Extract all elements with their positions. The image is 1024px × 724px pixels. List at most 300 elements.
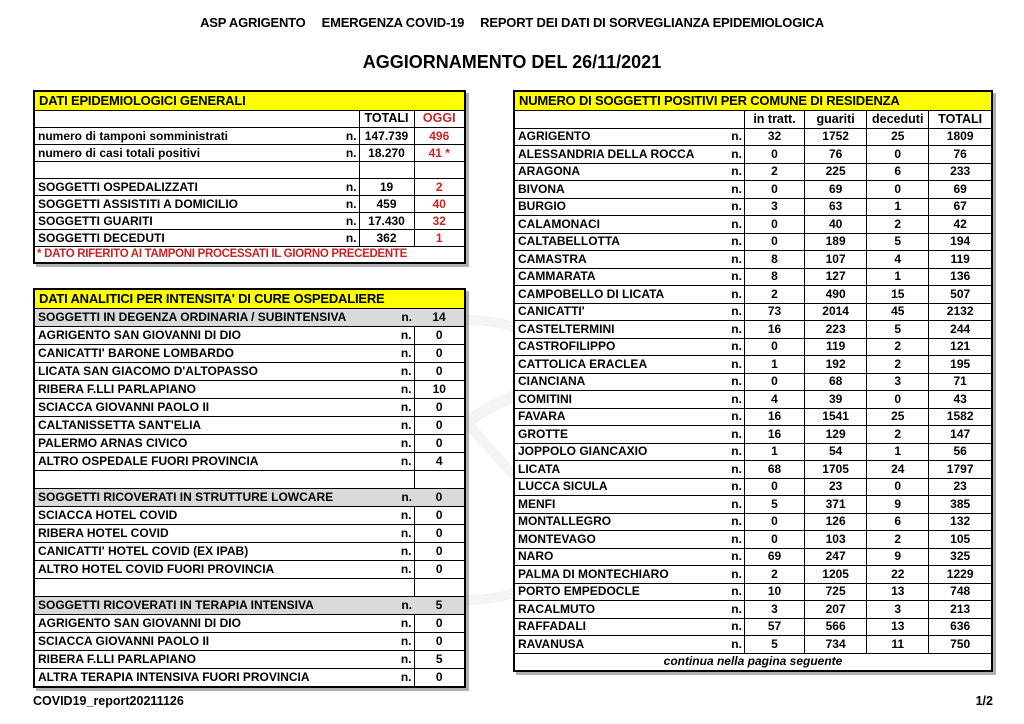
- n-prefix: n.: [329, 128, 359, 145]
- row-value: 5: [414, 651, 465, 669]
- table-row: [514, 566, 992, 584]
- table-row: [34, 363, 465, 381]
- row-label: SOGGETTI ASSISTITI A DOMICILIO: [34, 196, 329, 213]
- n-prefix: n.: [379, 597, 414, 615]
- totali-value: 748: [929, 583, 992, 601]
- n-prefix: n.: [379, 543, 414, 561]
- guariti-value: 225: [805, 163, 867, 181]
- table-row: [514, 286, 992, 304]
- totali-value: 69: [929, 181, 992, 199]
- in-tratt-value: 16: [744, 426, 804, 444]
- comune-label: CAMMARATA: [514, 268, 718, 286]
- deceduti-value: 6: [867, 163, 929, 181]
- deceduti-value: 5: [867, 321, 929, 339]
- n-prefix: n.: [718, 373, 744, 391]
- deceduti-value: 25: [867, 128, 929, 146]
- n-prefix: n.: [718, 618, 744, 636]
- n-prefix: n.: [718, 443, 744, 461]
- oggi-value: 496: [414, 128, 465, 145]
- deceduti-value: 9: [867, 548, 929, 566]
- row-label: SOGGETTI GUARITI: [34, 213, 329, 230]
- in-tratt-value: 0: [744, 373, 804, 391]
- table-row: [514, 373, 992, 391]
- totali-value: 147.739: [359, 128, 414, 145]
- table-row: [514, 408, 992, 426]
- n-prefix: n.: [718, 566, 744, 584]
- deceduti-value: 25: [867, 408, 929, 426]
- n-prefix: n.: [718, 478, 744, 496]
- table-row: [34, 196, 465, 213]
- row-label: SCIACCA GIOVANNI PAOLO II: [34, 633, 379, 651]
- header-emergency: EMERGENZA COVID-19: [321, 15, 465, 30]
- n-prefix: n.: [718, 338, 744, 356]
- table-row: [34, 615, 465, 633]
- n-prefix: n.: [718, 251, 744, 269]
- row-value: 4: [414, 453, 465, 471]
- table-row: [514, 478, 992, 496]
- table-row: [34, 230, 465, 247]
- totali-value: 636: [929, 618, 992, 636]
- comune-label: RAVANUSA: [514, 636, 718, 654]
- table-row: [34, 213, 465, 230]
- left-column: [33, 90, 464, 688]
- totali-value: 71: [929, 373, 992, 391]
- guariti-value: 76: [805, 146, 867, 164]
- comune-label: PORTO EMPEDOCLE: [514, 583, 718, 601]
- totali-value: 42: [929, 216, 992, 234]
- table-row: [514, 601, 992, 619]
- guariti-value: 566: [805, 618, 867, 636]
- comune-label: CANICATTI': [514, 303, 718, 321]
- in-tratt-value: 32: [744, 128, 804, 146]
- in-tratt-value: 10: [744, 583, 804, 601]
- guariti-value: 68: [805, 373, 867, 391]
- continua-row: [514, 653, 992, 671]
- guariti-value: 734: [805, 636, 867, 654]
- in-tratt-value: 0: [744, 146, 804, 164]
- totali-value: 147: [929, 426, 992, 444]
- in-tratt-value: 0: [744, 478, 804, 496]
- comune-label: ALESSANDRIA DELLA ROCCA: [514, 146, 718, 164]
- n-prefix: n.: [718, 128, 744, 146]
- in-tratt-value: 3: [744, 198, 804, 216]
- totali-value: 325: [929, 548, 992, 566]
- totali-value: 19: [359, 179, 414, 196]
- guariti-value: 1205: [805, 566, 867, 584]
- comune-label: LICATA: [514, 461, 718, 479]
- n-prefix: n.: [718, 286, 744, 304]
- totali-value: 1797: [929, 461, 992, 479]
- row-value: 0: [414, 615, 465, 633]
- n-prefix: n.: [379, 525, 414, 543]
- totali-value: 18.270: [359, 145, 414, 162]
- totali-value: 2132: [929, 303, 992, 321]
- table-row: [514, 618, 992, 636]
- n-prefix: n.: [718, 303, 744, 321]
- table-row: [514, 216, 992, 234]
- n-prefix: n.: [718, 216, 744, 234]
- guariti-value: 371: [805, 496, 867, 514]
- n-prefix: n.: [718, 408, 744, 426]
- footnote-row: [34, 247, 465, 264]
- comune-label: COMITINI: [514, 391, 718, 409]
- table-row: [34, 579, 465, 597]
- header-report-title: REPORT DEI DATI DI SORVEGLIANZA EPIDEMIOLOGICA: [480, 15, 824, 30]
- table-row: [34, 651, 465, 669]
- deceduti-value: 0: [867, 391, 929, 409]
- row-label: [34, 471, 379, 489]
- guariti-value: 207: [805, 601, 867, 619]
- deceduti-value: 13: [867, 618, 929, 636]
- n-prefix: n.: [718, 233, 744, 251]
- comune-label: CATTOLICA ERACLEA: [514, 356, 718, 374]
- in-tratt-value: 4: [744, 391, 804, 409]
- row-value: 0: [414, 561, 465, 579]
- comune-label: CALAMONACI: [514, 216, 718, 234]
- totali-value: 121: [929, 338, 992, 356]
- table-row: [514, 146, 992, 164]
- comuni-table-title: NUMERO DI SOGGETTI POSITIVI PER COMUNE DI RESIDENZA: [514, 91, 992, 111]
- guariti-value: 1541: [805, 408, 867, 426]
- totali-value: 1582: [929, 408, 992, 426]
- table-row: [514, 198, 992, 216]
- deceduti-value: 3: [867, 373, 929, 391]
- table-row: [514, 426, 992, 444]
- deceduti-value: 0: [867, 146, 929, 164]
- general-table-footnote: * DATO RIFERITO AI TAMPONI PROCESSATI IL GIORNO PRECEDENTE: [34, 247, 465, 264]
- deceduti-value: 45: [867, 303, 929, 321]
- comune-label: FAVARA: [514, 408, 718, 426]
- row-label: SOGGETTI OSPEDALIZZATI: [34, 179, 329, 196]
- n-prefix: n.: [379, 489, 414, 507]
- guariti-value: 69: [805, 181, 867, 199]
- in-tratt-value: 2: [744, 566, 804, 584]
- guariti-value: 1705: [805, 461, 867, 479]
- in-tratt-value: 0: [744, 531, 804, 549]
- deceduti-value: 3: [867, 601, 929, 619]
- row-value: 0: [414, 435, 465, 453]
- row-value: 0: [414, 399, 465, 417]
- row-label: SCIACCA HOTEL COVID: [34, 507, 379, 525]
- header-oggi: OGGI: [414, 111, 465, 128]
- table-row: [34, 597, 465, 615]
- n-prefix: n.: [718, 461, 744, 479]
- n-prefix: n.: [379, 669, 414, 688]
- report-header: [0, 15, 1024, 30]
- deceduti-value: 13: [867, 583, 929, 601]
- n-prefix: n.: [718, 163, 744, 181]
- guariti-value: 129: [805, 426, 867, 444]
- table-row: [514, 496, 992, 514]
- table-row: [34, 633, 465, 651]
- table-row: [34, 327, 465, 345]
- guariti-value: 63: [805, 198, 867, 216]
- row-label: [34, 162, 329, 179]
- n-prefix: [329, 162, 359, 179]
- table-header-row: [514, 111, 992, 129]
- comune-label: CAMPOBELLO DI LICATA: [514, 286, 718, 304]
- deceduti-value: 0: [867, 478, 929, 496]
- deceduti-value: 24: [867, 461, 929, 479]
- row-value: [414, 579, 465, 597]
- row-value: 0: [414, 345, 465, 363]
- table-row: [34, 453, 465, 471]
- totali-value: 105: [929, 531, 992, 549]
- header-blank-cell: [514, 111, 744, 129]
- row-label: ALTRO OSPEDALE FUORI PROVINCIA: [34, 453, 379, 471]
- n-prefix: n.: [718, 548, 744, 566]
- totali-value: 1809: [929, 128, 992, 146]
- n-prefix: n.: [379, 651, 414, 669]
- row-label: SOGGETTI IN DEGENZA ORDINARIA / SUBINTENSIVA: [34, 309, 379, 327]
- totali-value: 362: [359, 230, 414, 247]
- hospital-table-body: [34, 309, 465, 688]
- comune-label: AGRIGENTO: [514, 128, 718, 146]
- comune-label: CASTROFILIPPO: [514, 338, 718, 356]
- deceduti-value: 6: [867, 513, 929, 531]
- in-tratt-value: 0: [744, 181, 804, 199]
- comune-label: CASTELTERMINI: [514, 321, 718, 339]
- in-tratt-value: 5: [744, 636, 804, 654]
- row-value: 0: [414, 363, 465, 381]
- comune-label: GROTTE: [514, 426, 718, 444]
- table-row: [514, 443, 992, 461]
- n-prefix: n.: [718, 198, 744, 216]
- report-update-title: AGGIORNAMENTO DEL 26/11/2021: [362, 52, 662, 72]
- row-label: ALTRO HOTEL COVID FUORI PROVINCIA: [34, 561, 379, 579]
- table-title-row: [34, 91, 465, 111]
- comune-label: CALTABELLOTTA: [514, 233, 718, 251]
- n-prefix: n.: [379, 381, 414, 399]
- header-totali: TOTALI: [929, 111, 992, 129]
- comune-label: RACALMUTO: [514, 601, 718, 619]
- oggi-value: 1: [414, 230, 465, 247]
- n-prefix: n.: [718, 268, 744, 286]
- table-row: [514, 303, 992, 321]
- general-table-title: DATI EPIDEMIOLOGICI GENERALI: [34, 91, 465, 111]
- n-prefix: n.: [718, 513, 744, 531]
- comune-label: ARAGONA: [514, 163, 718, 181]
- page-footer: [33, 694, 993, 708]
- header-in-tratt: in tratt.: [744, 111, 804, 129]
- deceduti-value: 1: [867, 268, 929, 286]
- n-prefix: n.: [379, 507, 414, 525]
- totali-value: 43: [929, 391, 992, 409]
- header-deceduti: deceduti: [867, 111, 929, 129]
- table-row: [514, 461, 992, 479]
- table-row: [34, 179, 465, 196]
- deceduti-value: 22: [867, 566, 929, 584]
- guariti-value: 725: [805, 583, 867, 601]
- row-label: CANICATTI' BARONE LOMBARDO: [34, 345, 379, 363]
- table-row: [514, 181, 992, 199]
- row-value: 0: [414, 525, 465, 543]
- in-tratt-value: 5: [744, 496, 804, 514]
- table-row: [514, 163, 992, 181]
- deceduti-value: 15: [867, 286, 929, 304]
- row-label: RIBERA HOTEL COVID: [34, 525, 379, 543]
- totali-value: 56: [929, 443, 992, 461]
- comune-label: CIANCIANA: [514, 373, 718, 391]
- table-row: [514, 513, 992, 531]
- in-tratt-value: 0: [744, 338, 804, 356]
- document-name: COVID19_report20211126: [33, 694, 184, 708]
- table-row: [514, 251, 992, 269]
- totali-value: 213: [929, 601, 992, 619]
- table-row: [34, 435, 465, 453]
- table-row: [514, 233, 992, 251]
- table-row: [514, 268, 992, 286]
- comune-label: NARO: [514, 548, 718, 566]
- totali-value: 17.430: [359, 213, 414, 230]
- n-prefix: n.: [379, 633, 414, 651]
- table-row: [34, 543, 465, 561]
- deceduti-value: 2: [867, 426, 929, 444]
- comuni-table-body: [514, 128, 992, 653]
- in-tratt-value: 57: [744, 618, 804, 636]
- row-label: SOGGETTI RICOVERATI IN STRUTTURE LOWCARE: [34, 489, 379, 507]
- n-prefix: n.: [379, 309, 414, 327]
- guariti-value: 54: [805, 443, 867, 461]
- guariti-value: 490: [805, 286, 867, 304]
- totali-value: 67: [929, 198, 992, 216]
- in-tratt-value: 8: [744, 251, 804, 269]
- table-row: [34, 561, 465, 579]
- n-prefix: n.: [718, 181, 744, 199]
- n-prefix: n.: [329, 213, 359, 230]
- table-row: [514, 128, 992, 146]
- n-prefix: n.: [718, 601, 744, 619]
- guariti-value: 192: [805, 356, 867, 374]
- comune-label: CAMASTRA: [514, 251, 718, 269]
- n-prefix: n.: [379, 345, 414, 363]
- n-prefix: n.: [718, 636, 744, 654]
- totali-value: 750: [929, 636, 992, 654]
- guariti-value: 2014: [805, 303, 867, 321]
- table-row: [514, 636, 992, 654]
- comune-label: MONTEVAGO: [514, 531, 718, 549]
- deceduti-value: 1: [867, 198, 929, 216]
- row-label: SOGGETTI RICOVERATI IN TERAPIA INTENSIVA: [34, 597, 379, 615]
- guariti-value: 126: [805, 513, 867, 531]
- n-prefix: n.: [329, 196, 359, 213]
- totali-value: 119: [929, 251, 992, 269]
- totali-value: 195: [929, 356, 992, 374]
- in-tratt-value: 0: [744, 233, 804, 251]
- header-org: ASP AGRIGENTO: [200, 15, 306, 30]
- table-row: [34, 525, 465, 543]
- n-prefix: n.: [379, 417, 414, 435]
- deceduti-value: 2: [867, 531, 929, 549]
- n-prefix: [379, 579, 414, 597]
- n-prefix: n.: [329, 230, 359, 247]
- row-label: AGRIGENTO SAN GIOVANNI DI DIO: [34, 615, 379, 633]
- n-prefix: n.: [718, 391, 744, 409]
- row-value: 10: [414, 381, 465, 399]
- in-tratt-value: 8: [744, 268, 804, 286]
- totali-value: 23: [929, 478, 992, 496]
- totali-value: 76: [929, 146, 992, 164]
- n-prefix: n.: [718, 426, 744, 444]
- table-row: [34, 162, 465, 179]
- comune-label: JOPPOLO GIANCAXIO: [514, 443, 718, 461]
- table-row: [34, 507, 465, 525]
- deceduti-value: 0: [867, 181, 929, 199]
- deceduti-value: 5: [867, 233, 929, 251]
- guariti-value: 40: [805, 216, 867, 234]
- row-value: 14: [414, 309, 465, 327]
- n-prefix: n.: [718, 356, 744, 374]
- row-value: 0: [414, 543, 465, 561]
- row-value: 0: [414, 489, 465, 507]
- n-prefix: n.: [718, 583, 744, 601]
- in-tratt-value: 16: [744, 408, 804, 426]
- continua-note: continua nella pagina seguente: [514, 653, 992, 671]
- totali-value: 244: [929, 321, 992, 339]
- totali-value: 507: [929, 286, 992, 304]
- table-row: [34, 128, 465, 145]
- n-prefix: n.: [379, 327, 414, 345]
- oggi-value: 41 *: [414, 145, 465, 162]
- table-row: [514, 321, 992, 339]
- row-label: numero di tamponi somministrati: [34, 128, 329, 145]
- table-row: [514, 391, 992, 409]
- deceduti-value: 1: [867, 443, 929, 461]
- guariti-value: 247: [805, 548, 867, 566]
- general-data-table: [33, 90, 466, 264]
- n-prefix: n.: [379, 453, 414, 471]
- table-row: [34, 345, 465, 363]
- right-column: [513, 90, 993, 672]
- in-tratt-value: 69: [744, 548, 804, 566]
- row-label: ALTRA TERAPIA INTENSIVA FUORI PROVINCIA: [34, 669, 379, 688]
- table-row: [34, 145, 465, 162]
- row-label: CANICATTI' HOTEL COVID (EX IPAB): [34, 543, 379, 561]
- totali-value: [359, 162, 414, 179]
- comune-label: LUCCA SICULA: [514, 478, 718, 496]
- row-label: RIBERA F.LLI PARLAPIANO: [34, 651, 379, 669]
- guariti-value: 103: [805, 531, 867, 549]
- comune-label: MENFI: [514, 496, 718, 514]
- in-tratt-value: 68: [744, 461, 804, 479]
- n-prefix: n.: [379, 399, 414, 417]
- n-prefix: n.: [718, 321, 744, 339]
- deceduti-value: 9: [867, 496, 929, 514]
- oggi-value: 40: [414, 196, 465, 213]
- row-label: RIBERA F.LLI PARLAPIANO: [34, 381, 379, 399]
- in-tratt-value: 3: [744, 601, 804, 619]
- guariti-value: 119: [805, 338, 867, 356]
- table-header-row: [34, 111, 465, 128]
- table-row: [34, 471, 465, 489]
- row-value: 0: [414, 669, 465, 688]
- guariti-value: 189: [805, 233, 867, 251]
- deceduti-value: 4: [867, 251, 929, 269]
- totali-value: 459: [359, 196, 414, 213]
- deceduti-value: 2: [867, 356, 929, 374]
- row-label: SOGGETTI DECEDUTI: [34, 230, 329, 247]
- comune-label: BIVONA: [514, 181, 718, 199]
- hospital-table-title: DATI ANALITICI PER INTENSITA' DI CURE OSPEDALIERE: [34, 289, 465, 309]
- oggi-value: [414, 162, 465, 179]
- n-prefix: n.: [329, 145, 359, 162]
- comune-label: MONTALLEGRO: [514, 513, 718, 531]
- in-tratt-value: 0: [744, 216, 804, 234]
- n-prefix: n.: [329, 179, 359, 196]
- row-value: 5: [414, 597, 465, 615]
- totali-value: 194: [929, 233, 992, 251]
- guariti-value: 223: [805, 321, 867, 339]
